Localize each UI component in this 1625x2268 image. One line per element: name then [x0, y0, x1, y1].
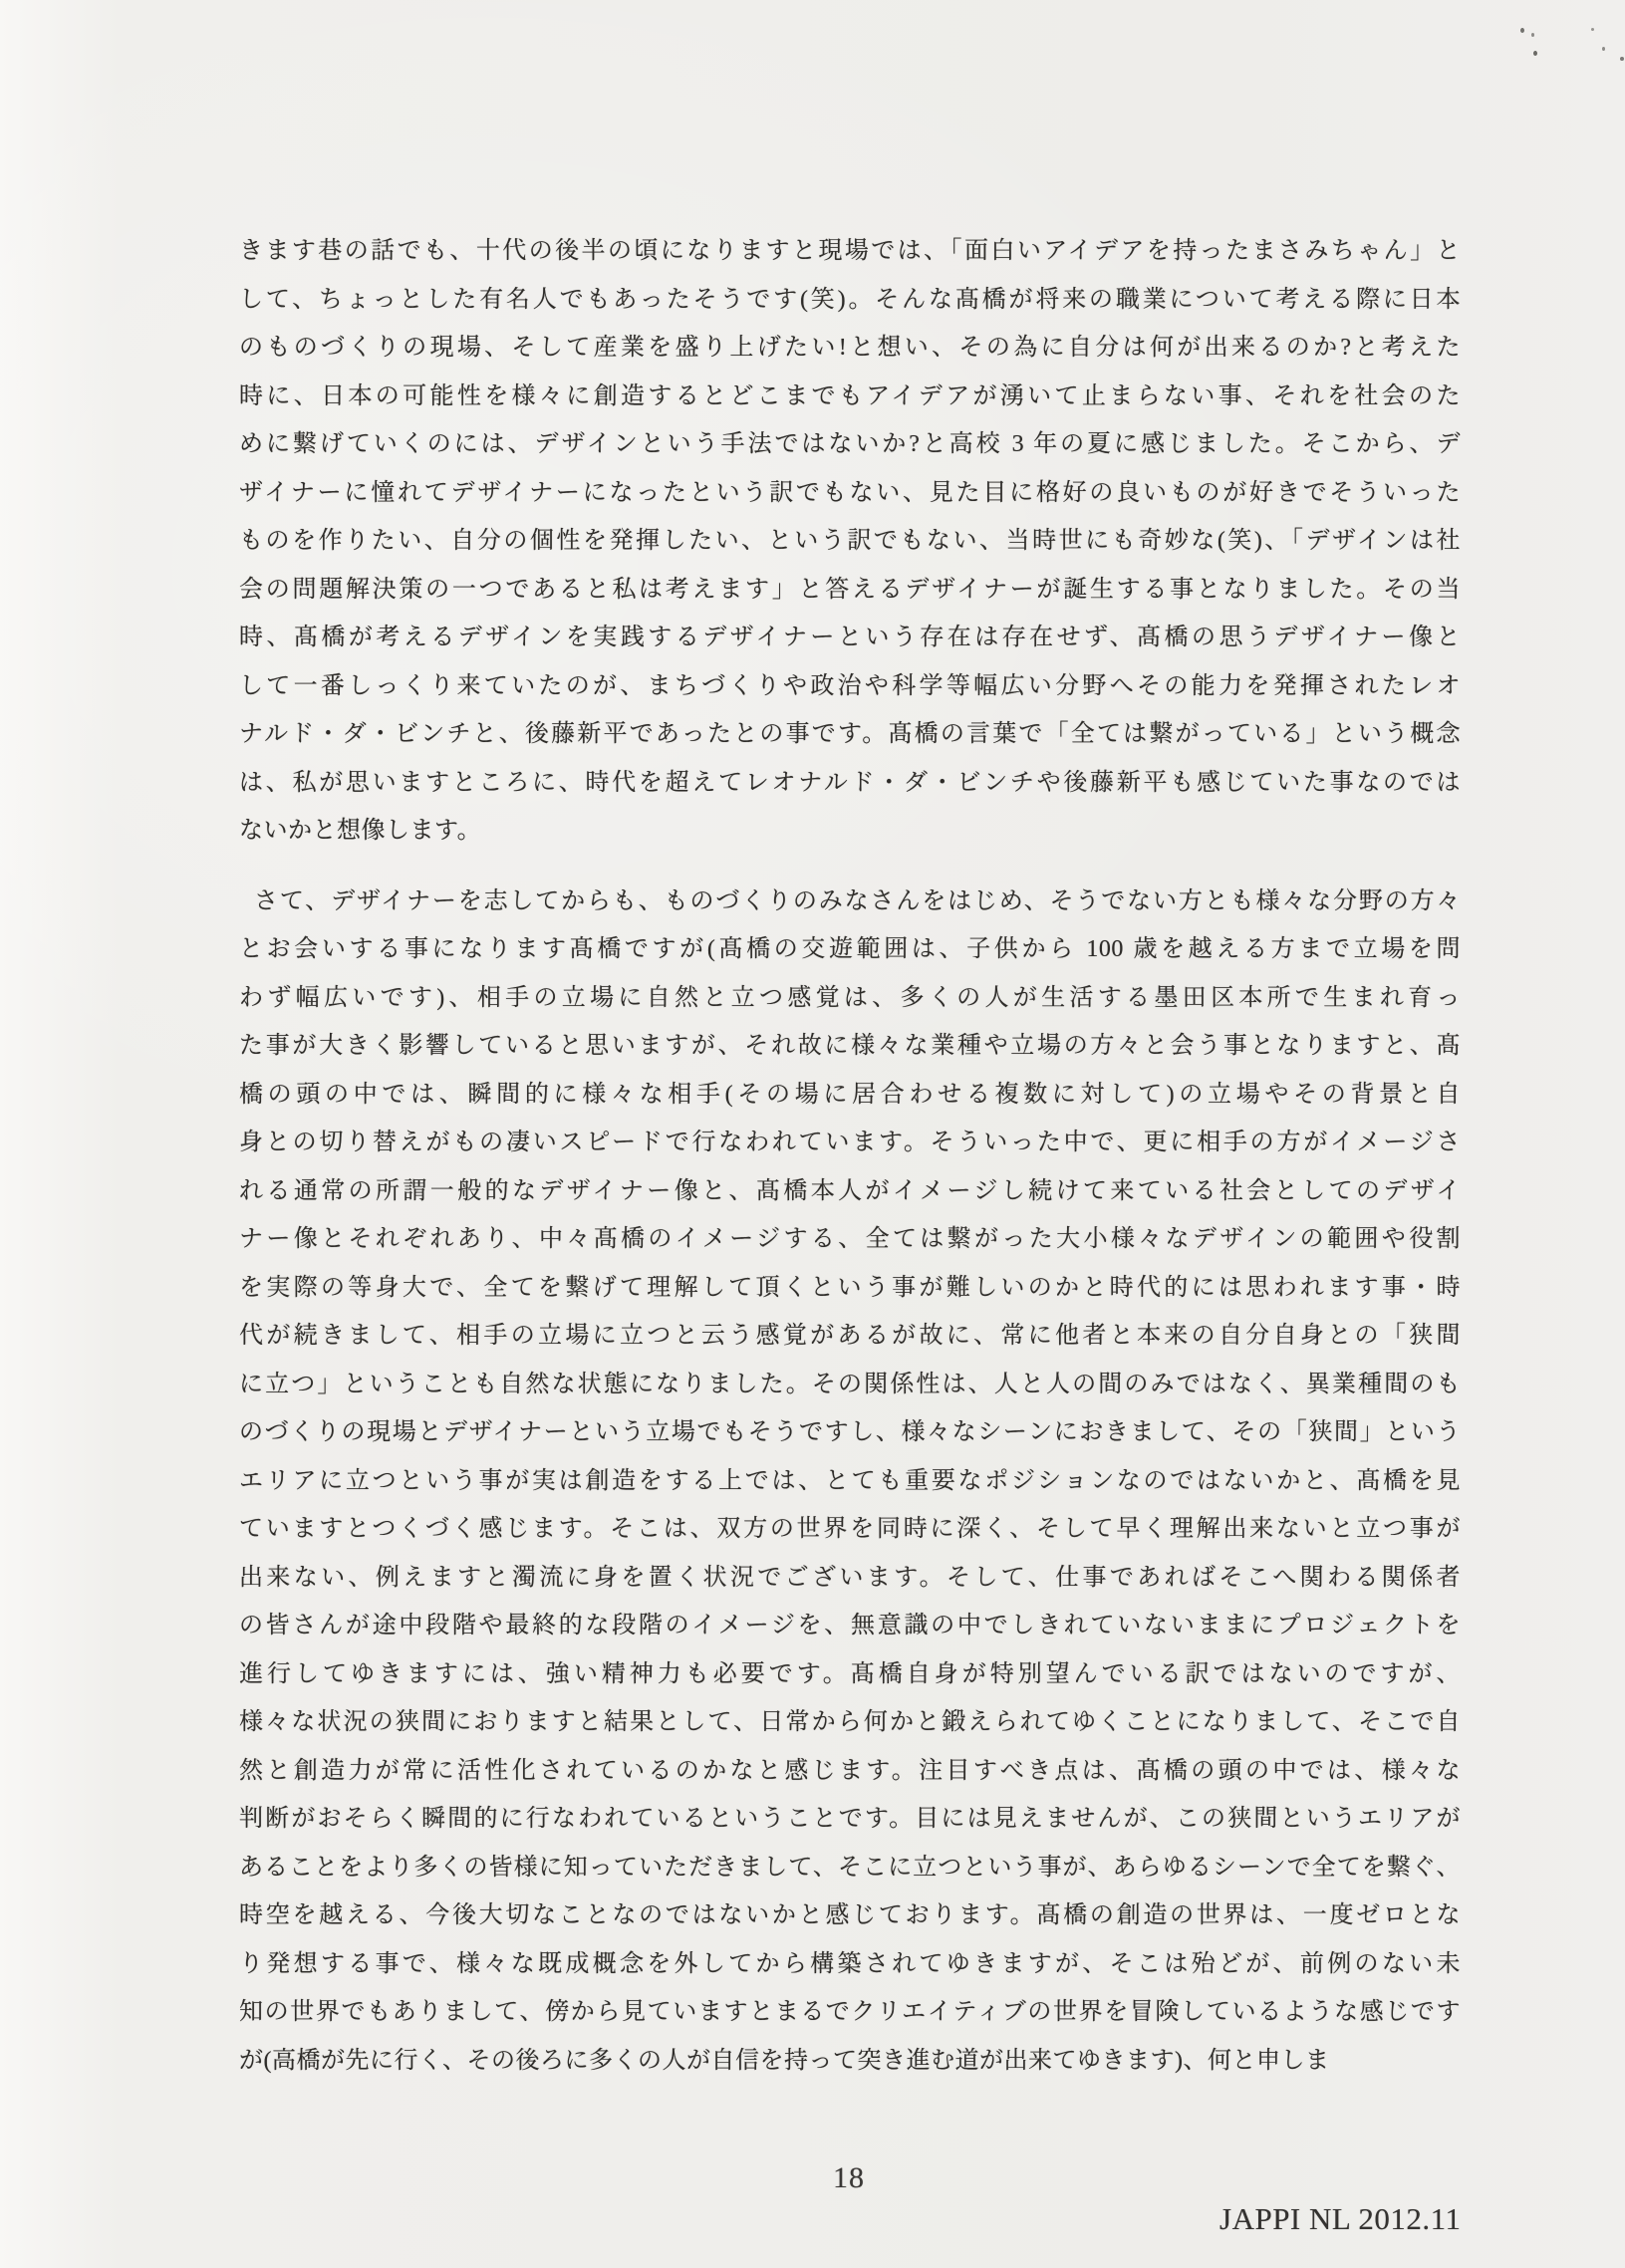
text-line: 知の世界でもありまして、傍から見ていますとまるでクリエイティブの世界を冒険しているような感じです [239, 1999, 1461, 2025]
text-line: ナルド・ダ・ビンチと、後藤新平であったとの事です。髙橋の言葉で「全ては繋がっている」という概念 [239, 721, 1461, 747]
scan-speck [1591, 28, 1594, 31]
text-line: ナー像とそれぞれあり、中々髙橋のイメージする、全ては繋がった大小様々なデザインの範囲や役割 [239, 1226, 1461, 1252]
scan-speck [1602, 47, 1605, 51]
text-line: が(高橋が先に行く、その後ろに多くの人が自信を持って突き進む道が出来てゆきます)、何と申しま [239, 2047, 1330, 2074]
page-number: 18 [833, 2161, 865, 2194]
scan-speck [1533, 51, 1537, 56]
text-line: きます巷の話でも、十代の後半の頃になりますと現場では、「面白いアイデアを持ったまさみちゃん」と [239, 238, 1461, 264]
text-line: 進行してゆきますには、強い精神力も必要です。髙橋自身が特別望んでいる訳ではないのですが、 [239, 1660, 1461, 1687]
text-line: して一番しっくり来ていたのが、まちづくりや政治や科学等幅広い分野へその能力を発揮されたレオ [239, 672, 1461, 699]
text-line: エリアに立つという事が実は創造をする上では、とても重要なポジションなのではないかと、髙橋を見 [239, 1467, 1461, 1494]
text-line: のものづくりの現場、そして産業を盛り上げたい!と想い、その為に自分は何が出来るのか?と考えた [239, 335, 1461, 361]
text-line: れる通常の所謂一般的なデザイナー像と、髙橋本人がイメージし続けて来ている社会としてのデザイ [239, 1177, 1461, 1204]
text-line: 然と創造力が常に活性化されているのかなと感じます。注目すべき点は、髙橋の頭の中では、様々な [239, 1757, 1461, 1784]
text-line: は、私が思いますところに、時代を超えてレオナルド・ダ・ビンチや後藤新平も感じていた事なのでは [239, 769, 1461, 796]
text-line: を実際の等身大で、全てを繋げて理解して頂くという事が難しいのかと時代的には思われます事・時 [239, 1274, 1461, 1301]
scan-speck [1520, 28, 1524, 33]
text-line: に立つ」ということも自然な状態になりました。その関係性は、人と人の間のみではなく、異業種間のも [239, 1371, 1461, 1397]
text-line: 会の問題解決策の一つであると私は考えます」と答えるデザイナーが誕生する事となりました。その当 [239, 576, 1461, 603]
text-line: 時に、日本の可能性を様々に創造するとどこまでもアイデアが湧いて止まらない事、それを社会のた [239, 382, 1461, 409]
text-line: 身との切り替えがもの凄いスピードで行なわれています。そういった中で、更に相手の方がイメージさ [239, 1130, 1461, 1155]
text-line: 時、髙橋が考えるデザインを実践するデザイナーという存在は存在せず、髙橋の思うデザイナー像と [239, 625, 1461, 650]
text-line: り発想する事で、様々な既成概念を外してから構築されてゆきますが、そこは殆どが、前例のない未 [239, 1950, 1461, 1977]
text-line: して、ちょっとした有名人でもあったそうです(笑)。そんな髙橋が将来の職業について考える際に日本 [239, 286, 1461, 313]
text-line: 時空を越える、今後大切なことなのではないかと感じております。髙橋の創造の世界は、一度ゼロとな [239, 1902, 1461, 1928]
text-line: 出来ない、例えますと濁流に身を置く状況でございます。そして、仕事であればそこへ関わる関係者 [239, 1564, 1461, 1591]
text-line: の皆さんが途中段階や最終的な段階のイメージを、無意識の中でしきれていないままにプロジェクトを [239, 1613, 1461, 1638]
paragraph-2 [239, 878, 1461, 2086]
text-line: た事が大きく影響していると思いますが、それ故に様々な業種や立場の方々と会う事となりますと、髙 [239, 1033, 1461, 1059]
text-line: あることをより多くの皆様に知っていただきまして、そこに立つという事が、あらゆるシーンで全てを繋ぐ、 [239, 1854, 1461, 1881]
text-line: のづくりの現場とデザイナーという立場でもそうですし、様々なシーンにおきまして、その「狭間」という [239, 1419, 1461, 1445]
text-line: 橋の頭の中では、瞬間的に様々な相手(その場に居合わせる複数に対して)の立場やその背景と自 [239, 1081, 1461, 1108]
text-line: ザイナーに憧れてデザイナーになったという訳でもない、見た目に格好の良いものが好きでそういった [239, 479, 1461, 506]
text-line: わず幅広いです)、相手の立場に自然と立つ感覚は、多くの人が生活する墨田区本所で生まれ育っ [239, 984, 1461, 1011]
text-line: とお会いする事になります髙橋ですが(髙橋の交遊範囲は、子供から 100 歳を越える方まで立場を問 [239, 936, 1461, 962]
text-line: 代が続きまして、相手の立場に立つと云う感覚があるが故に、常に他者と本来の自分自身との「狭間 [239, 1323, 1461, 1349]
text-line: ないかと想像します。 [239, 818, 482, 844]
scan-speck [1531, 33, 1534, 37]
scan-speck [1620, 57, 1624, 61]
text-line: さて、デザイナーを志してからも、ものづくりのみなさんをはじめ、そうでない方とも様々な分野の方々 [254, 887, 1461, 914]
paragraph-1 [239, 227, 1461, 856]
text-line: ものを作りたい、自分の個性を発揮したい、という訳でもない、当時世にも奇妙な(笑)、「デザインは社 [239, 528, 1461, 554]
journal-issue: JAPPI NL 2012.11 [1219, 2201, 1462, 2236]
text-line: 様々な状況の狭間におりますと結果として、日常から何かと鍛えられてゆくことになりまして、そこで自 [239, 1709, 1461, 1735]
text-line: 判断がおそらく瞬間的に行なわれているということです。目には見えませんが、この狭間というエリアが [239, 1806, 1461, 1832]
body-text [239, 227, 1461, 2085]
text-line: めに繋げていくのには、デザインという手法ではないか?と高校 3 年の夏に感じました。そこから、デ [239, 431, 1461, 457]
text-line: ていますとつくづく感じます。そこは、双方の世界を同時に深く、そして早く理解出来ないと立つ事が [239, 1516, 1461, 1542]
